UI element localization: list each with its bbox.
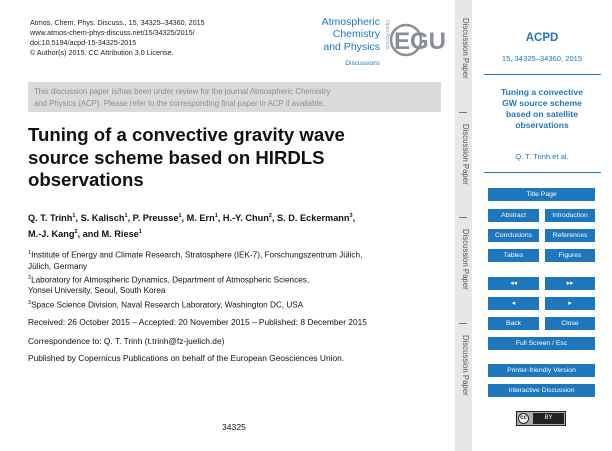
author-name: P. Preusse — [132, 213, 179, 224]
open-access-icon — [380, 20, 388, 60]
notice-line-2: and Physics (ACP). Please refer to the corresponding final paper in ACP if available. — [34, 98, 325, 108]
author-list — [28, 210, 448, 241]
affil-text: Institute of Energy and Climate Research, Stratosphere (IEK-7), Forschungszentrum Jülich, — [31, 250, 363, 260]
affil-text-cont: Jülich, Germany — [28, 261, 88, 271]
short-title-line: based on satellite — [505, 109, 579, 119]
author-affil-sup: 2 — [74, 228, 78, 235]
short-title-line: GW source scheme — [502, 98, 582, 108]
correspondence-line: Correspondence to: Q. T. Trinh (t.trinh@fz-juelich.de) — [28, 336, 225, 346]
open-access-label: Open Access — [384, 20, 390, 50]
egu-logo-icon — [390, 22, 446, 58]
author-line-1 — [28, 210, 448, 226]
author-sep: , — [181, 213, 187, 224]
sidebar-short-authors: Q. T. Trinh et al. — [515, 152, 569, 161]
author-affil-sup: 3 — [349, 213, 353, 219]
printer-friendly-button[interactable]: Printer-friendly Version — [488, 364, 595, 377]
previous-page-button[interactable]: ◂ — [488, 297, 539, 310]
page-number: 34325 — [222, 422, 246, 432]
egu-logo-text: EGU — [394, 28, 447, 55]
author-name: S. Kalisch — [80, 213, 125, 224]
affiliation-1 — [28, 248, 448, 272]
close-button[interactable]: Close — [545, 317, 595, 330]
author-name: S. D. Eckermann — [277, 213, 350, 224]
author-affil-sup: 1 — [124, 213, 128, 219]
logo-discussions: Discussions — [345, 60, 380, 67]
author-affil-sup: 1 — [178, 213, 182, 219]
strip-label: Discussion Paper — [461, 229, 470, 290]
strip-divider — [459, 323, 467, 324]
author-affil-sup: 1 — [72, 213, 76, 219]
sidebar-journal-name: ACPD — [525, 32, 559, 44]
author-name: M. Ern — [186, 213, 215, 224]
strip-label: Discussion Paper — [461, 335, 470, 396]
affil-text: Space Science Division, Naval Research Laboratory, Washington DC, USA — [31, 300, 304, 310]
paper-url[interactable]: www.atmos-chem-phys-discuss.net/15/34325/2015/ — [30, 28, 195, 37]
author-sep: , — [75, 213, 81, 224]
conclusions-button[interactable]: Conclusions — [488, 229, 539, 242]
cc-icon: cc — [518, 413, 529, 424]
author-line-2 — [28, 226, 448, 242]
author-name: H.-Y. Chun — [222, 213, 269, 224]
paper-title — [28, 124, 448, 192]
affiliation-2 — [28, 273, 448, 297]
interactive-discussion-button[interactable]: Interactive Discussion — [488, 384, 595, 397]
abstract-button[interactable]: Abstract — [488, 209, 539, 222]
title-line-1: Tuning of a convective gravity wave — [28, 124, 345, 145]
introduction-button[interactable]: Introduction — [545, 209, 595, 222]
notice-line-1: This discussion paper is/has been under review for the journal Atmospheric Chemistry — [34, 87, 331, 96]
author-name: M. Riese — [101, 228, 139, 239]
title-page-button[interactable]: Title Page — [488, 188, 595, 201]
journal-logo — [312, 16, 447, 72]
publisher-line: Published by Copernicus Publications on behalf of the European Geosciences Union. — [28, 353, 345, 363]
references-button[interactable]: References — [545, 229, 595, 242]
logo-wordmark — [312, 16, 380, 53]
citation-block — [30, 18, 205, 58]
author-sep: , — [352, 213, 356, 224]
affil-text: Laboratory for Atmospheric Dynamics, Department of Atmospheric Sciences, — [31, 275, 310, 285]
next-page-button[interactable]: ▸ — [545, 297, 595, 310]
sidebar-pages: 15, 34325–34360, 2015 — [501, 54, 583, 63]
sidebar-divider — [484, 172, 601, 173]
affil-text-cont: Yonsei University, Seoul, South Korea — [28, 286, 166, 296]
author-name: M.-J. Kang — [28, 228, 75, 239]
paper-doi[interactable]: doi:10.5194/acpd-15-34325-2015 — [30, 38, 137, 47]
received-dates: Received: 26 October 2015 – Accepted: 20 November 2015 – Published: 8 December 2015 — [28, 317, 367, 327]
full-screen-button[interactable]: Full Screen / Esc — [488, 337, 595, 350]
author-sep: , and — [77, 228, 102, 239]
affiliation-3 — [28, 298, 448, 312]
sidebar-short-title — [472, 87, 612, 131]
affiliation-list — [28, 248, 448, 311]
affil-sup: 2 — [28, 274, 32, 281]
author-affil-sup: 2 — [268, 213, 272, 219]
sidebar-divider — [484, 74, 601, 75]
title-line-2: source scheme based on HIRDLS — [28, 146, 325, 168]
affil-sup: 3 — [28, 299, 32, 306]
strip-divider — [459, 217, 467, 218]
by-icon: BY — [533, 413, 564, 424]
last-page-button[interactable]: ▸▸ — [545, 277, 595, 290]
copyright-line: © Author(s) 2015. CC Attribution 3.0 License. — [30, 48, 174, 57]
author-sep: , — [271, 213, 278, 224]
short-title-line: observations — [515, 120, 569, 130]
logo-line-3: and Physics — [323, 40, 380, 53]
short-title-line: Tuning a convective — [501, 87, 583, 97]
author-sep: , — [217, 213, 223, 224]
tables-button[interactable]: Tables — [488, 249, 539, 262]
affil-sup: 1 — [28, 250, 32, 256]
author-affil-sup: 1 — [214, 213, 218, 219]
first-page-button[interactable]: ◂◂ — [488, 277, 539, 290]
back-button[interactable]: Back — [488, 317, 539, 330]
author-name: Q. T. Trinh — [28, 213, 73, 224]
title-line-3: observations — [28, 169, 144, 190]
logo-line-2: Chemistry — [332, 28, 380, 41]
logo-line-1: Atmospheric — [321, 16, 380, 28]
strip-divider — [459, 112, 467, 113]
journal-reference: Atmos. Chem. Phys. Discuss., 15, 34325–34360, 2015 — [30, 18, 205, 27]
figures-button[interactable]: Figures — [545, 249, 595, 262]
review-notice — [28, 82, 441, 112]
author-affil-sup: 1 — [138, 228, 142, 235]
strip-label: Discussion Paper — [461, 18, 470, 79]
cc-by-license-badge[interactable] — [516, 411, 566, 426]
strip-label: Discussion Paper — [461, 124, 470, 185]
discussion-paper-strip — [455, 0, 472, 451]
author-sep: , — [127, 213, 133, 224]
